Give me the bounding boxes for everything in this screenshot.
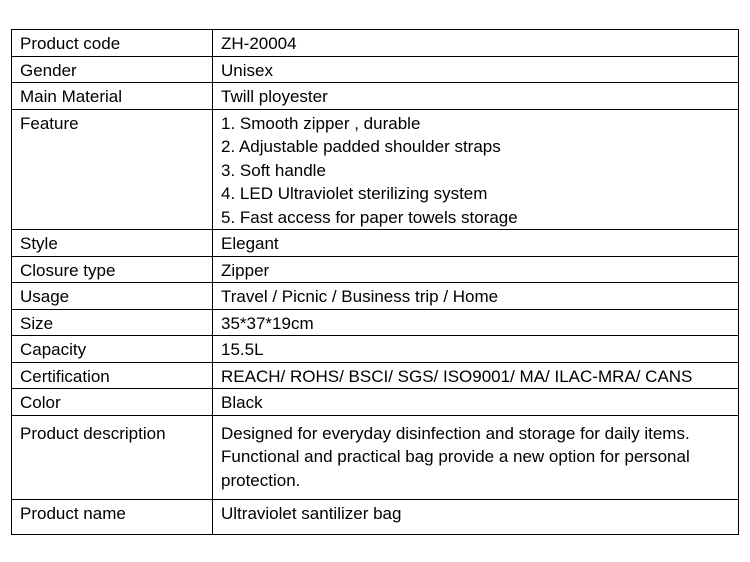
table-row xyxy=(12,336,739,363)
table-row xyxy=(12,415,739,499)
label-color: Color xyxy=(12,389,213,416)
table-row xyxy=(12,499,739,534)
value-certification: REACH/ ROHS/ BSCI/ SGS/ ISO9001/ MA/ ILAC-MRA/ CANS xyxy=(213,362,739,389)
product-spec-table xyxy=(11,29,739,535)
label-gender: Gender xyxy=(12,56,213,83)
description-line: Functional and practical bag provide a new option for personal xyxy=(221,447,690,466)
table-row xyxy=(12,230,739,257)
table-row xyxy=(12,109,739,230)
label-main-material: Main Material xyxy=(12,83,213,110)
feature-item: 5. Fast access for paper towels storage xyxy=(221,207,518,227)
label-capacity: Capacity xyxy=(12,336,213,363)
label-size: Size xyxy=(12,309,213,336)
label-certification: Certification xyxy=(12,362,213,389)
value-size: 35*37*19cm xyxy=(213,309,739,336)
value-gender: Unisex xyxy=(213,56,739,83)
label-closure-type: Closure type xyxy=(12,256,213,283)
label-product-name: Product name xyxy=(12,499,213,534)
label-usage: Usage xyxy=(12,283,213,310)
table-row xyxy=(12,283,739,310)
table-row xyxy=(12,309,739,336)
value-style: Elegant xyxy=(213,230,739,257)
description-line: protection. xyxy=(221,470,301,490)
table-row xyxy=(12,256,739,283)
table-row xyxy=(12,30,739,57)
value-feature-list xyxy=(213,109,739,230)
label-product-description: Product description xyxy=(12,415,213,499)
label-feature: Feature xyxy=(12,109,213,230)
table-row xyxy=(12,83,739,110)
feature-item: 4. LED Ultraviolet sterilizing system xyxy=(221,184,488,203)
table-row xyxy=(12,362,739,389)
feature-item: 3. Soft handle xyxy=(221,160,326,180)
value-capacity: 15.5L xyxy=(213,336,739,363)
value-color: Black xyxy=(213,389,739,416)
value-product-code: ZH-20004 xyxy=(213,30,739,57)
table-row xyxy=(12,389,739,416)
description-line: Designed for everyday disinfection and storage for daily items. xyxy=(221,423,690,443)
value-usage: Travel / Picnic / Business trip / Home xyxy=(213,283,739,310)
label-product-code: Product code xyxy=(12,30,213,57)
feature-item: 1. Smooth zipper , durable xyxy=(221,113,421,133)
table-row xyxy=(12,56,739,83)
value-main-material: Twill ployester xyxy=(213,83,739,110)
value-product-description xyxy=(213,415,739,499)
value-closure-type: Zipper xyxy=(213,256,739,283)
label-style: Style xyxy=(12,230,213,257)
feature-item: 2. Adjustable padded shoulder straps xyxy=(221,137,501,156)
value-product-name: Ultraviolet santilizer bag xyxy=(213,499,739,534)
